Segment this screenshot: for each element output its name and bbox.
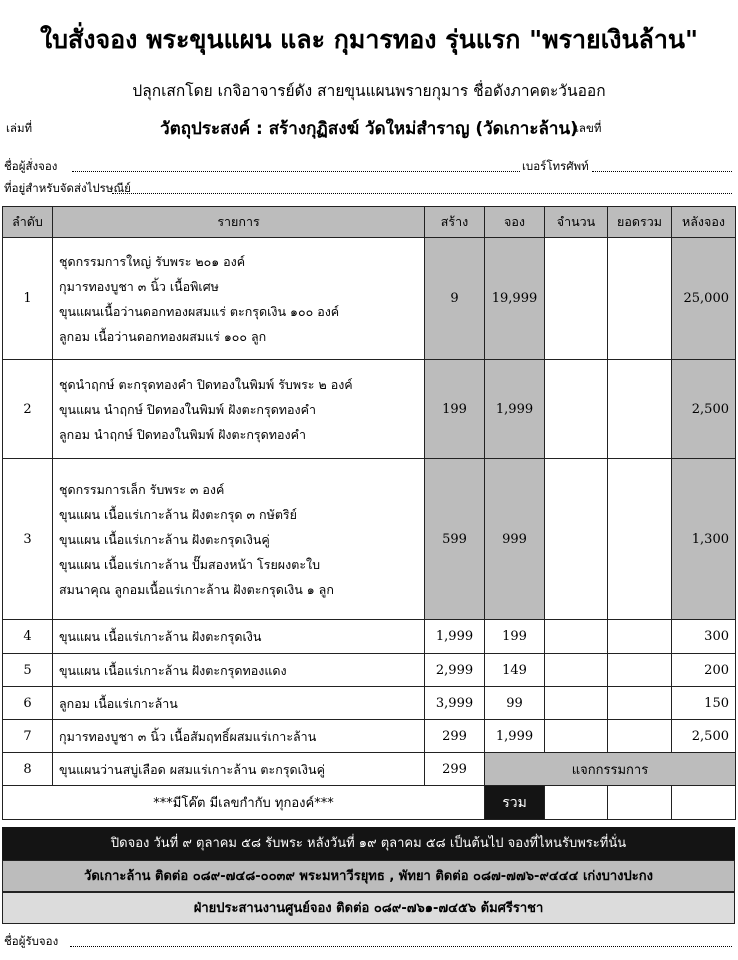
table-footer-row: [3, 786, 736, 820]
table-row: [3, 459, 736, 620]
booking-price: 19,999: [485, 238, 545, 360]
row-items: [53, 360, 425, 459]
item-line: ขุนแผนเนื้อว่านดอกทองผสมแร่ ตะกรุดเงิน ๑๐๐ องค์: [59, 303, 340, 319]
quantity-cell[interactable]: [545, 620, 608, 654]
item-line: กุมารทองบูชา ๓ นิ้ว เนื้อพิเศษ: [59, 278, 219, 294]
table-row: [3, 238, 736, 360]
row-number: 2: [3, 360, 53, 459]
built-count: 299: [425, 720, 485, 753]
booking-price: 199: [485, 620, 545, 654]
item-line: ขุนแผน เนื้อแร่เกาะล้าน ปั๊มสองหน้า โรยผงตะใบ: [59, 556, 321, 572]
booking-price: 1,999: [485, 720, 545, 753]
row-items: [53, 459, 425, 620]
item-line: ขุนแผนว่านสบู่เลือด ผสมแร่เกาะล้าน ตะกรุดเงินคู่: [59, 761, 325, 777]
row-number: 8: [3, 753, 53, 786]
table-row: [3, 753, 736, 786]
quantity-cell[interactable]: [545, 720, 608, 753]
quantity-cell[interactable]: [545, 654, 608, 687]
built-count: 9: [425, 238, 485, 360]
built-count: 299: [425, 753, 485, 786]
table-row: [3, 360, 736, 459]
form-subtitle: ปลุกเสกโดย เกจิอาจารย์ดัง สายขุนแผนพรายกุมาร ชื่อดังภาคตะวันออก: [132, 82, 606, 100]
number-label: เลขที่: [575, 121, 602, 135]
phone-label: เบอร์โทรศัพท์: [522, 159, 589, 173]
item-line: ขุนแผน เนื้อแร่เกาะล้าน ฝังตะกรุดเงินคู่: [59, 531, 270, 547]
header-total: ยอดรวม: [608, 207, 672, 238]
total-cell[interactable]: [608, 687, 672, 720]
row-number: 6: [3, 687, 53, 720]
after-price: 300: [672, 620, 736, 654]
row-items: [53, 654, 425, 687]
item-line: ชุดกรรมการเล็ก รับพระ ๓ องค์: [59, 481, 225, 497]
after-price: 2,500: [672, 720, 736, 753]
quantity-cell[interactable]: [545, 687, 608, 720]
built-count: 3,999: [425, 687, 485, 720]
booking-price: 1,999: [485, 360, 545, 459]
item-line: ลูกอม นำฤกษ์ ปิดทองในพิมพ์ ฝังตะกรุดทองคำ: [59, 426, 306, 442]
closing-date-band: ปิดจอง วันที่ ๙ ตุลาคม ๕๘ รับพระ หลังวันที่ ๑๙ ตุลาคม ๕๘ เป็นต้นไป จองที่ไหนรับพระที่นั่น: [2, 827, 735, 860]
header-item: รายการ: [53, 207, 425, 238]
row-number: 5: [3, 654, 53, 687]
item-line: ลูกอม เนื้อแร่เกาะล้าน: [59, 695, 178, 711]
row-number: 1: [3, 238, 53, 360]
row-items: [53, 238, 425, 360]
item-line: ขุนแผน เนื้อแร่เกาะล้าน ฝังตะกรุด ๓ กษัตริย์: [59, 506, 297, 522]
row-items: [53, 620, 425, 654]
sum-after-cell[interactable]: [672, 786, 736, 820]
item-line: สมนาคุณ ลูกอมเนื้อแร่เกาะล้าน ฝังตะกรุดเงิน ๑ ลูก: [59, 581, 334, 597]
sum-quantity-cell[interactable]: [545, 786, 608, 820]
built-count: 1,999: [425, 620, 485, 654]
quantity-cell[interactable]: [545, 238, 608, 360]
form-purpose: วัตถุประสงค์ : สร้างกุฏิสงฆ์ วัดใหม่สำราญ (วัดเกาะล้าน): [160, 119, 578, 139]
contact-band-primary: วัดเกาะล้าน ติดต่อ ๐๘๙-๗๔๘-๐๐๓๙ พระมหาวีรยุทธ , พัทยา ติดต่อ ๐๘๗-๗๗๖-๙๔๔๔ เก่งบางปะกง: [2, 860, 735, 892]
table-row: [3, 654, 736, 687]
total-cell[interactable]: [608, 720, 672, 753]
built-count: 2,999: [425, 654, 485, 687]
total-cell[interactable]: [608, 620, 672, 654]
code-note: ***มีโค๊ต มีเลขกำกับ ทุกองค์***: [3, 786, 485, 820]
after-price: 25,000: [672, 238, 736, 360]
order-table: [2, 206, 736, 820]
total-cell[interactable]: [608, 238, 672, 360]
header-quantity: จำนวน: [545, 207, 608, 238]
receiver-field[interactable]: [70, 946, 732, 947]
table-row: [3, 687, 736, 720]
row-items: [53, 687, 425, 720]
book-number-label: เล่มที่: [6, 121, 33, 135]
row-number: 3: [3, 459, 53, 620]
total-cell[interactable]: [608, 360, 672, 459]
built-count: 199: [425, 360, 485, 459]
after-price: 200: [672, 654, 736, 687]
quantity-cell[interactable]: [545, 360, 608, 459]
committee-only-note: แจกกรรมการ: [485, 753, 736, 786]
table-row: [3, 620, 736, 654]
header-built: สร้าง: [425, 207, 485, 238]
address-label: ที่อยู่สำหรับจัดส่งไปรษณีย์: [4, 181, 131, 195]
quantity-cell[interactable]: [545, 459, 608, 620]
after-price: 2,500: [672, 360, 736, 459]
total-label: รวม: [485, 786, 545, 820]
row-items: [53, 753, 425, 786]
table-header-row: [3, 207, 736, 238]
item-line: ชุดกรรมการใหญ่ รับพระ ๒๐๑ องค์: [59, 253, 246, 269]
total-cell[interactable]: [608, 654, 672, 687]
item-line: ขุนแผน เนื้อแร่เกาะล้าน ฝังตะกรุดทองแดง: [59, 662, 287, 678]
after-price: 1,300: [672, 459, 736, 620]
row-number: 4: [3, 620, 53, 654]
orderer-label: ชื่อผู้สั่งจอง: [4, 159, 58, 173]
total-cell[interactable]: [608, 459, 672, 620]
item-line: ขุนแผน เนื้อแร่เกาะล้าน ฝังตะกรุดเงิน: [59, 629, 262, 644]
after-price: 150: [672, 687, 736, 720]
booking-price: 149: [485, 654, 545, 687]
header-price: จอง: [485, 207, 545, 238]
table-row: [3, 720, 736, 753]
item-line: ขุนแผน นำฤกษ์ ปิดทองในพิมพ์ ฝังตะกรุดทองคำ: [59, 401, 317, 417]
row-number: 7: [3, 720, 53, 753]
item-line: ลูกอม เนื้อว่านดอกทองผสมแร่ ๑๐๐ ลูก: [59, 328, 267, 344]
header-no: ลำดับ: [3, 207, 53, 238]
row-items: [53, 720, 425, 753]
header-after: หลังจอง: [672, 207, 736, 238]
sum-total-cell[interactable]: [608, 786, 672, 820]
item-line: ชุดนำฤกษ์ ตะกรุดทองคำ ปิดทองในพิมพ์ รับพระ ๒ องค์: [59, 376, 353, 392]
orderer-field[interactable]: [72, 171, 520, 172]
receiver-label: ชื่อผู้รับจอง: [4, 934, 59, 948]
form-title: ใบสั่งจอง พระขุนแผน และ กุมารทอง รุ่นแรก "พรายเงินล้าน": [39, 25, 699, 54]
booking-price: 99: [485, 687, 545, 720]
phone-field[interactable]: [592, 171, 732, 172]
item-line: กุมารทองบูชา ๓ นิ้ว เนื้อสัมฤทธิ์ผสมแร่เกาะล้าน: [59, 728, 317, 744]
address-field[interactable]: [112, 193, 732, 194]
built-count: 599: [425, 459, 485, 620]
contact-band-coordinator: ฝ่ายประสานงานศูนย์จอง ติดต่อ ๐๘๙-๗๖๑-๗๔๕๖ ต้มศรีราชา: [2, 892, 735, 924]
booking-price: 999: [485, 459, 545, 620]
